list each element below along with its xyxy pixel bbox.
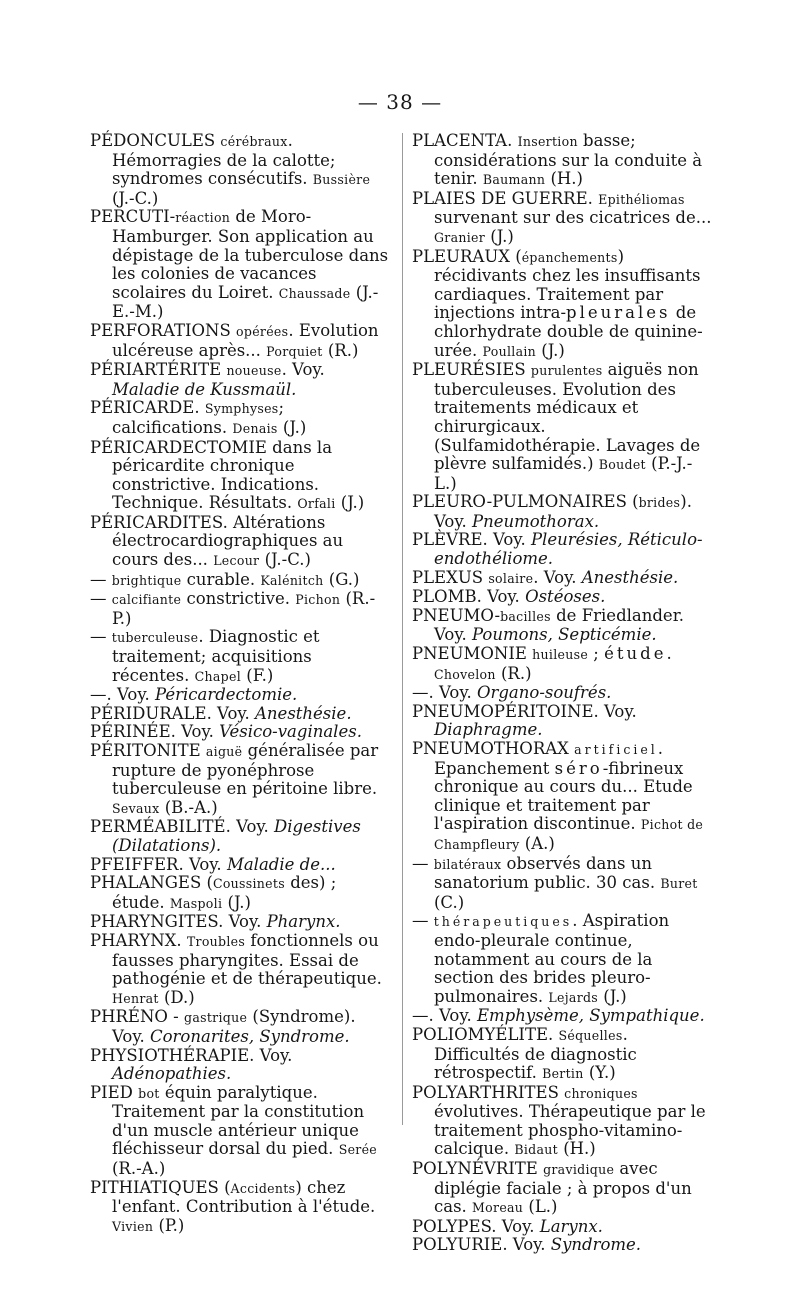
index-entry: PLACENTA. Insertion basse; considérations sur la conduite à tenir. Baumann (H.) [412, 131, 703, 189]
index-entry: — thérapeutiques. Aspiration endo-pleurale continue, notamment au cours de la section des brides pleuro-pulmonaires. Lejards (J.) [412, 911, 670, 1006]
index-entry: PFEIFFER. Voy. Maladie de... [90, 854, 336, 874]
index-entry: — bilatéraux observés dans un sanatorium public. 30 cas. Buret (C.) [412, 853, 698, 912]
index-entry: —. Voy. Péricardectomie. [90, 685, 298, 705]
index-entry: POLYNÉVRITE gravidique avec diplégie faciale ; à propos d'un cas. Moreau (L.) [412, 1159, 692, 1217]
index-entry: POLYARTHRITES chroniques évolutives. Thérapeutique par le traitement phospho-vitamino-calcique. Bidaut (H.) [412, 1082, 706, 1159]
index-entry: PÉRITONITE aiguë généralisée par rupture de pyonéphrose tuberculeuse en péritoine libre. Sevaux (B.-A.) [90, 741, 379, 817]
index-entry: PHRÉNO - gastrique (Syndrome). Voy. Coronarites, Syndrome. [90, 1007, 356, 1046]
index-entry: POLYURIE. Voy. Syndrome. [412, 1235, 642, 1255]
index-entry: PÉDONCULES cérébraux. Hémorragies de la calotte; syndromes consécutifs. Bussière (J.-C.) [90, 131, 371, 208]
index-entry: PNEUMONIE huileuse ; étude. Chovelon (R.) [412, 644, 672, 683]
index-entry: PÉRICARDECTOMIE dans la péricardite chronique constrictive. Indications. Technique. Résultats. Orfali (J.) [90, 437, 365, 513]
index-entry: PLAIES DE GUERRE. Epithéliomas survenant sur des cicatrices de... Granier (J.) [412, 188, 712, 246]
index-entry: —. Voy. Emphysème, Sympathique. [412, 1006, 705, 1026]
index-entry: — brightique curable. Kalénitch (G.) [90, 569, 360, 589]
index-entry: PNEUMOPÉRITOINE. Voy. Diaphragme. [412, 701, 637, 740]
index-entry: POLYPES. Voy. Larynx. [412, 1216, 603, 1236]
index-entry: PLEXUS solaire. Voy. Anesthésie. [412, 567, 679, 587]
index-entry: PLOMB. Voy. Ostéoses. [412, 587, 606, 607]
index-entry: — calcifiante constrictive. Pichon (R.-P.) [90, 589, 376, 628]
column-divider [402, 133, 403, 1125]
index-entry: PLEURÉSIES purulentes aiguës non tuberculeuses. Evolution des traitements médicaux et chirurgicaux. (Sulfamidothérapie. Lavages de plèvre sulfamidés.) Boudet (P.-J.-L.) [412, 360, 701, 493]
index-entry: PERFORATIONS opérées. Evolution ulcéreuse après... Porquiet (R.) [90, 320, 379, 360]
index-entry: PLÈVRE. Voy. Pleurésies, Réticulo-endothéliome. [412, 530, 703, 569]
index-entry: PERCUTI-réaction de Moro-Hamburger. Son application au dépistage de la tuberculose dans les colonies de vacances scolaires du Loiret. Chaussade (J.-E.-M.) [90, 207, 389, 322]
index-column-left [90, 132, 390, 1236]
index-entry: PERMÉABILITÉ. Voy. Digestives (Dilatations). [90, 817, 361, 855]
index-entry: PITHIATIQUES (Accidents) chez l'enfant. Contribution à l'étude. Vivien (P.) [90, 1177, 376, 1235]
index-entry: PNEUMOTHORAX artificiel. Epanchement séro-fibrineux chronique au cours du... Etude clinique et traitement par l'aspiration discontinue. Pichot de Champfleury (A.) [412, 739, 704, 853]
index-entry: PHARYNX. Troubles fonctionnels ou fausses pharyngites. Essai de pathogénie et de thérapeutique. Henrat (D.) [90, 930, 382, 1007]
index-entry: PIED bot équin paralytique. Traitement par la constitution d'un muscle antérieur unique fléchisseur dorsal du pied. Serée (R.-A.) [90, 1082, 378, 1179]
index-entry: PHARYNGITES. Voy. Pharynx. [90, 912, 341, 932]
index-entry: PÉRICARDE. Symphyses; calcifications. Denais (J.) [90, 398, 307, 437]
index-entry: PÉRICARDITES. Altérations électrocardiographiques au cours des... Lecour (J.-C.) [90, 512, 344, 570]
page-number: — 38 — [357, 90, 443, 114]
index-entry: — tuberculeuse. Diagnostic et traitement; acquisitions récentes. Chapel (F.) [90, 627, 320, 685]
index-entry: PLEURAUX (épanchements) récidivants chez les insuffisants cardiaques. Traitement par injections intra-pleurales de chlorhydrate double de quinine-urée. Poullain (J.) [412, 246, 703, 360]
index-entry: PÉRINÉE. Voy. Vésico-vaginales. [90, 722, 362, 742]
index-entry: PLEURO-PULMONAIRES (brides). Voy. Pneumothorax. [412, 492, 692, 531]
index-entry: PNEUMO-bacilles de Friedlander. Voy. Poumons, Septicémie. [412, 605, 685, 645]
index-entry: PHALANGES (Coussinets des) ; étude. Maspoli (J.) [90, 873, 337, 912]
index-entry: POLIOMYÉLITE. Séquelles. Difficultés de diagnostic rétrospectif. Bertin (Y.) [412, 1024, 637, 1083]
index-column-right [412, 132, 714, 1255]
index-entry: PÉRIDURALE. Voy. Anesthésie. [90, 703, 352, 723]
index-entry: PHYSIOTHÉRAPIE. Voy. Adénopathies. [90, 1045, 293, 1084]
index-entry: PÉRIARTÉRITE noueuse. Voy. Maladie de Kussmaül. [90, 360, 325, 399]
index-entry: —. Voy. Organo-soufrés. [412, 683, 612, 703]
